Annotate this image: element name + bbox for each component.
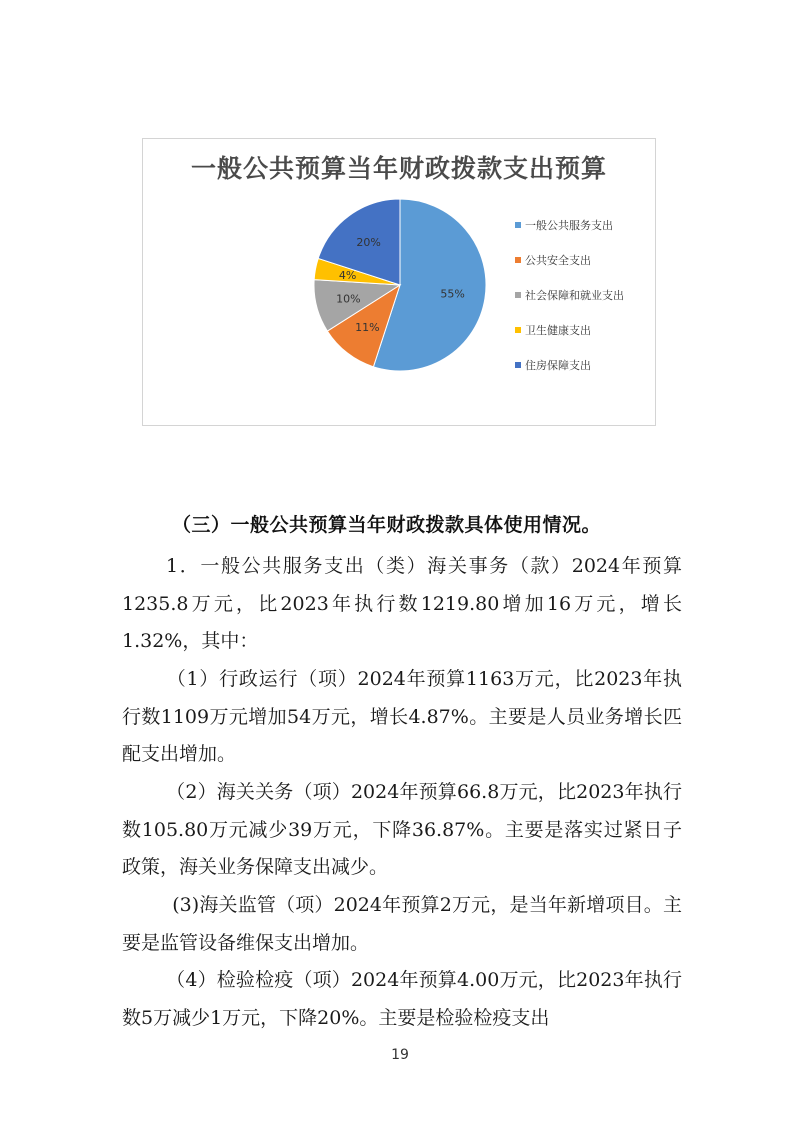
legend-label: 卫生健康支出 — [525, 324, 591, 337]
paragraph-5 — [122, 962, 682, 1037]
chart-title: 一般公共预算当年财政拨款支出预算 — [190, 154, 607, 183]
legend-swatch — [515, 292, 521, 298]
legend-label: 一般公共服务支出 — [525, 219, 613, 232]
pie-label-housing: 20% — [356, 235, 381, 249]
legend-swatch — [515, 362, 521, 368]
paragraph-text: (3)海关监管（项）2024年预算2万元，是当年新增项目。主要是监管设备维保支出增加。 — [122, 894, 682, 954]
pie-chart — [142, 138, 656, 426]
paragraph-text: （4）检验检疫（项）2024年预算4.00万元，比2023年执行数5万减少1万元，下降20%。主要是检验检疫支出 — [122, 969, 682, 1029]
pie-label-social-security: 10% — [336, 292, 361, 306]
pie-label-general-public-service: 55% — [440, 287, 465, 301]
page-number: 19 — [391, 1047, 409, 1063]
legend-swatch — [515, 257, 521, 263]
legend-label: 公共安全支出 — [525, 254, 591, 267]
legend-item-general-public-service — [515, 217, 624, 252]
legend-label: 社会保障和就业支出 — [525, 289, 624, 302]
chart-legend — [515, 217, 624, 392]
paragraph-text: （1）行政运行（项）2024年预算1163万元，比2023年执行数1109万元增加54万元，增长4.87%。主要是人员业务增长匹配支出增加。 — [122, 668, 682, 765]
pie-label-public-security: 11% — [355, 321, 380, 335]
paragraph-1 — [122, 548, 682, 661]
legend-item-public-security — [515, 252, 624, 287]
paragraph-2 — [122, 661, 682, 774]
paragraph-text: 1．一般公共服务支出（类）海关事务（款）2024年预算1235.8万元，比2023年执行数1219.80增加16万元，增长1.32%，其中： — [122, 555, 682, 652]
legend-item-health — [515, 322, 624, 357]
legend-item-housing — [515, 357, 624, 392]
section-heading: （三）一般公共预算当年财政拨款具体使用情况。 — [172, 514, 602, 536]
legend-label: 住房保障支出 — [525, 359, 591, 372]
legend-swatch — [515, 327, 521, 333]
legend-swatch — [515, 222, 521, 228]
paragraph-3 — [122, 774, 682, 887]
paragraph-text: （2）海关关务（项）2024年预算66.8万元，比2023年执行数105.80万元减少39万元，下降36.87%。主要是落实过紧日子政策，海关业务保障支出减少。 — [122, 781, 682, 878]
legend-item-social-security — [515, 287, 624, 322]
paragraph-4 — [122, 887, 682, 962]
pie-label-health: 4% — [338, 269, 357, 283]
